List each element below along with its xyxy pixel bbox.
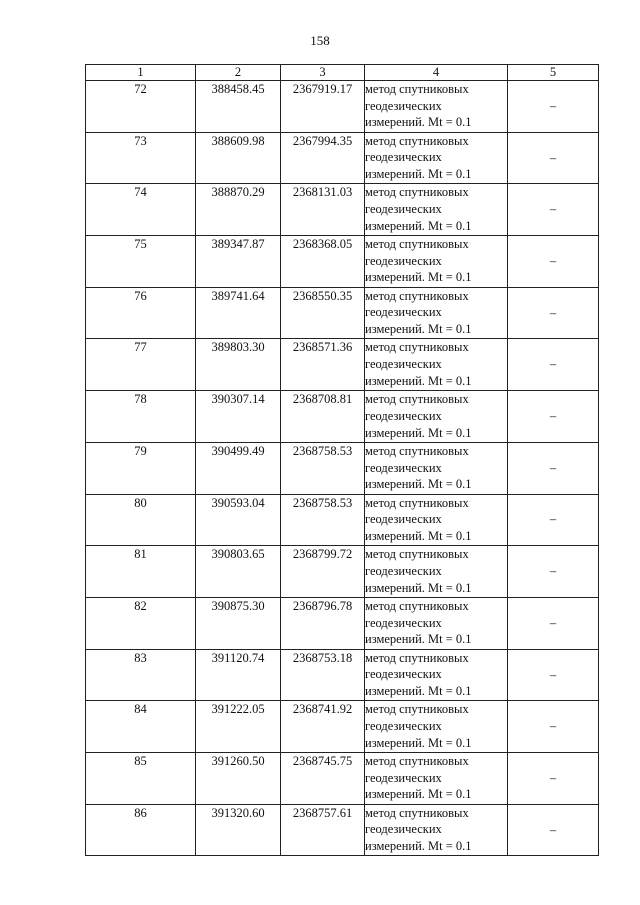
x-coordinate-cell: 388458.45 — [196, 81, 281, 133]
x-coordinate-cell: 389741.64 — [196, 287, 281, 339]
note-cell: – — [508, 184, 599, 236]
y-coordinate-cell: 2368571.36 — [281, 339, 365, 391]
method-cell: метод спутниковых геодезических измерений. Mt = 0.1 — [365, 649, 508, 701]
table-row — [86, 339, 599, 391]
method-cell: метод спутниковых геодезических измерений. Mt = 0.1 — [365, 287, 508, 339]
x-coordinate-cell: 388609.98 — [196, 132, 281, 184]
point-number-cell: 82 — [86, 597, 196, 649]
x-coordinate-cell: 390499.49 — [196, 442, 281, 494]
table-row — [86, 752, 599, 804]
page-number: 158 — [310, 33, 330, 48]
y-coordinate-cell: 2367919.17 — [281, 81, 365, 133]
y-coordinate-cell: 2368758.53 — [281, 442, 365, 494]
method-cell: метод спутниковых геодезических измерений. Mt = 0.1 — [365, 804, 508, 856]
point-number-cell: 80 — [86, 494, 196, 546]
method-cell: метод спутниковых геодезических измерений. Mt = 0.1 — [365, 339, 508, 391]
y-coordinate-cell: 2368550.35 — [281, 287, 365, 339]
point-number-cell: 78 — [86, 391, 196, 443]
method-cell: метод спутниковых геодезических измерений. Mt = 0.1 — [365, 236, 508, 288]
y-coordinate-cell: 2368131.03 — [281, 184, 365, 236]
x-coordinate-cell: 390307.14 — [196, 391, 281, 443]
column-header: 5 — [508, 65, 599, 81]
method-cell: метод спутниковых геодезических измерений. Mt = 0.1 — [365, 597, 508, 649]
point-number-cell: 84 — [86, 701, 196, 753]
point-number-cell: 72 — [86, 81, 196, 133]
table-row — [86, 597, 599, 649]
note-cell: – — [508, 81, 599, 133]
point-number-cell: 76 — [86, 287, 196, 339]
table-row — [86, 804, 599, 856]
point-number-cell: 86 — [86, 804, 196, 856]
y-coordinate-cell: 2368758.53 — [281, 494, 365, 546]
note-cell: – — [508, 546, 599, 598]
table-row — [86, 236, 599, 288]
note-cell: – — [508, 236, 599, 288]
method-cell: метод спутниковых геодезических измерений. Mt = 0.1 — [365, 184, 508, 236]
point-number-cell: 85 — [86, 752, 196, 804]
y-coordinate-cell: 2367994.35 — [281, 132, 365, 184]
table-row — [86, 494, 599, 546]
x-coordinate-cell: 389347.87 — [196, 236, 281, 288]
note-cell: – — [508, 442, 599, 494]
method-cell: метод спутниковых геодезических измерений. Mt = 0.1 — [365, 494, 508, 546]
note-cell: – — [508, 752, 599, 804]
y-coordinate-cell: 2368799.72 — [281, 546, 365, 598]
y-coordinate-cell: 2368757.61 — [281, 804, 365, 856]
method-cell: метод спутниковых геодезических измерений. Mt = 0.1 — [365, 546, 508, 598]
table-body — [86, 81, 599, 856]
table-row — [86, 81, 599, 133]
x-coordinate-cell: 391120.74 — [196, 649, 281, 701]
x-coordinate-cell: 388870.29 — [196, 184, 281, 236]
method-cell: метод спутниковых геодезических измерений. Mt = 0.1 — [365, 752, 508, 804]
column-header: 4 — [365, 65, 508, 81]
point-number-cell: 81 — [86, 546, 196, 598]
y-coordinate-cell: 2368741.92 — [281, 701, 365, 753]
x-coordinate-cell: 391222.05 — [196, 701, 281, 753]
note-cell: – — [508, 597, 599, 649]
table-row — [86, 442, 599, 494]
note-cell: – — [508, 494, 599, 546]
table-row — [86, 132, 599, 184]
note-cell: – — [508, 287, 599, 339]
y-coordinate-cell: 2368708.81 — [281, 391, 365, 443]
point-number-cell: 73 — [86, 132, 196, 184]
table-row — [86, 649, 599, 701]
note-cell: – — [508, 804, 599, 856]
column-header: 2 — [196, 65, 281, 81]
point-number-cell: 77 — [86, 339, 196, 391]
note-cell: – — [508, 339, 599, 391]
table-row — [86, 287, 599, 339]
note-cell: – — [508, 391, 599, 443]
point-number-cell: 83 — [86, 649, 196, 701]
method-cell: метод спутниковых геодезических измерений. Mt = 0.1 — [365, 391, 508, 443]
point-number-cell: 75 — [86, 236, 196, 288]
method-cell: метод спутниковых геодезических измерений. Mt = 0.1 — [365, 442, 508, 494]
note-cell: – — [508, 701, 599, 753]
x-coordinate-cell: 391320.60 — [196, 804, 281, 856]
note-cell: – — [508, 649, 599, 701]
point-number-cell: 74 — [86, 184, 196, 236]
x-coordinate-cell: 390593.04 — [196, 494, 281, 546]
x-coordinate-cell: 389803.30 — [196, 339, 281, 391]
table-row — [86, 184, 599, 236]
column-header: 1 — [86, 65, 196, 81]
table-header-row — [86, 65, 599, 81]
method-cell: метод спутниковых геодезических измерений. Mt = 0.1 — [365, 81, 508, 133]
point-number-cell: 79 — [86, 442, 196, 494]
x-coordinate-cell: 391260.50 — [196, 752, 281, 804]
y-coordinate-cell: 2368745.75 — [281, 752, 365, 804]
y-coordinate-cell: 2368753.18 — [281, 649, 365, 701]
table-row — [86, 546, 599, 598]
y-coordinate-cell: 2368796.78 — [281, 597, 365, 649]
method-cell: метод спутниковых геодезических измерений. Mt = 0.1 — [365, 132, 508, 184]
column-header: 3 — [281, 65, 365, 81]
x-coordinate-cell: 390803.65 — [196, 546, 281, 598]
y-coordinate-cell: 2368368.05 — [281, 236, 365, 288]
table-row — [86, 701, 599, 753]
method-cell: метод спутниковых геодезических измерений. Mt = 0.1 — [365, 701, 508, 753]
x-coordinate-cell: 390875.30 — [196, 597, 281, 649]
note-cell: – — [508, 132, 599, 184]
table-row — [86, 391, 599, 443]
coordinates-table — [85, 64, 599, 856]
